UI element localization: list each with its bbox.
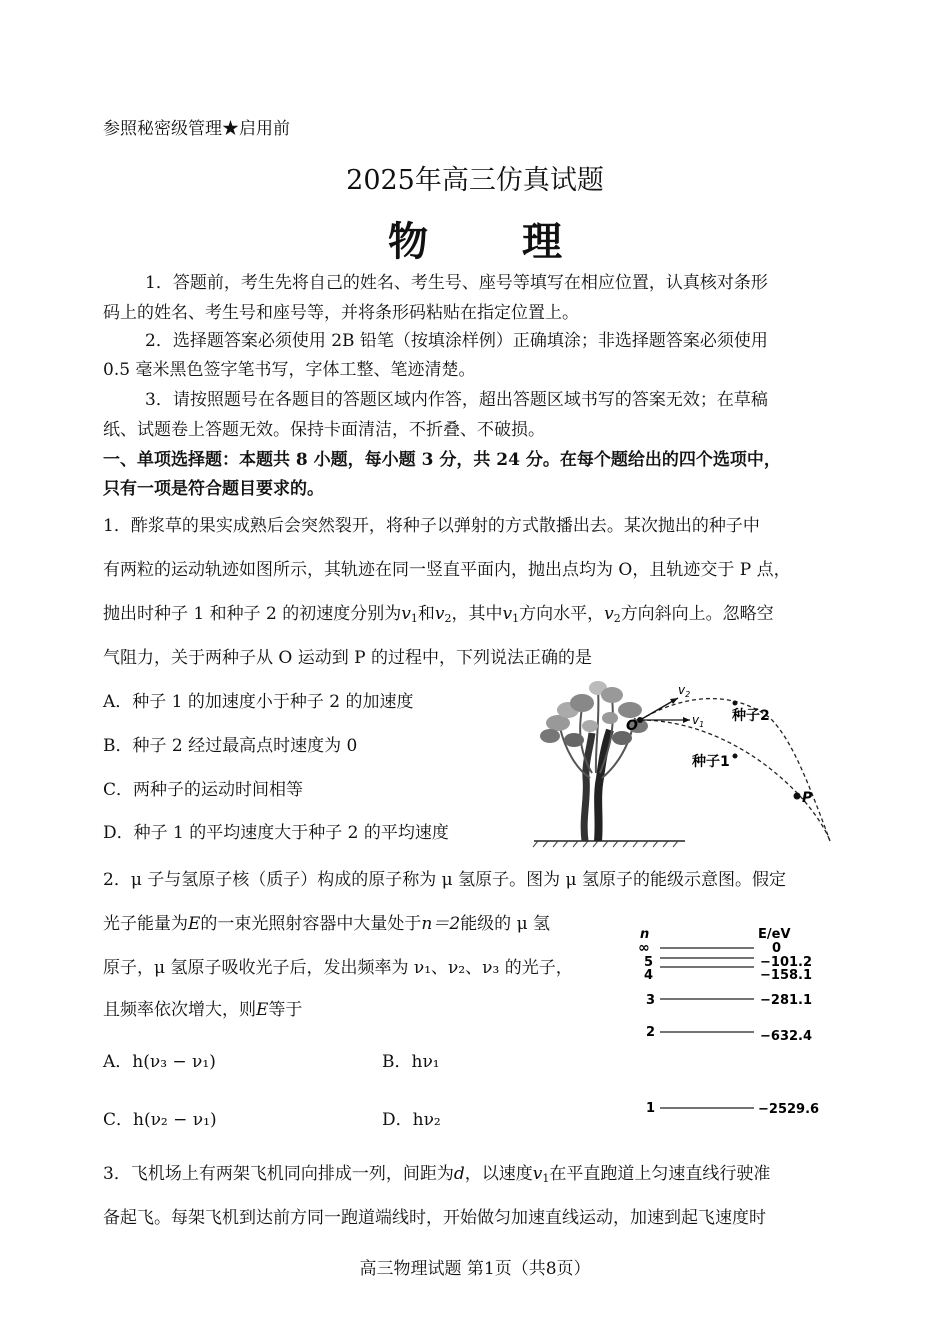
v1-symbol-2: v: [502, 604, 513, 624]
q1-stem-line-2: 有两粒的运动轨迹如图所示，其轨迹在同一竖直平面内，抛出点均为 O，且轨迹交于 P 点，: [103, 560, 791, 580]
q1-option-b: B．种子 2 经过最高点时速度为 0: [103, 736, 358, 756]
level-2-label: 2: [646, 1025, 656, 1040]
v1-subscript: 1: [410, 612, 418, 625]
plant-illustration: [540, 681, 648, 841]
level-4-energy: −158.1: [760, 968, 813, 983]
energy-symbol-2: E: [256, 1000, 269, 1020]
instruction-2-line-2: 0.5 毫米黑色签字笔书写，字体工整、笔迹清楚。: [103, 360, 476, 380]
q1-line3-part-c: ，其中: [451, 604, 503, 624]
q2-option-a: A．h(ν₃ − ν₁): [103, 1052, 216, 1072]
level-inf-energy: 0: [772, 941, 782, 956]
q1-line3-part-d: 方向水平，: [519, 604, 605, 624]
distance-symbol: d: [453, 1164, 465, 1184]
v1-symbol: v: [401, 604, 411, 624]
v2-symbol-2: v: [604, 604, 614, 624]
q2-option-b: B．hν₁: [382, 1052, 440, 1072]
energy-axis-label: E/eV: [758, 927, 791, 942]
q3-stem-line-1: [103, 1164, 770, 1189]
page-footer: 高三物理试题 第1页（共8页）: [359, 1259, 591, 1279]
q2-line4-part-c: 等于: [268, 1000, 303, 1020]
label-seed-2: 种子2: [732, 708, 770, 724]
v1-subscript-3: 1: [542, 1172, 550, 1185]
level-5-energy: −101.2: [760, 955, 813, 970]
seed-2-dot: [733, 701, 738, 706]
energy-level-diagram: [636, 924, 826, 1124]
q1-option-d: D．种子 1 的平均速度大于种子 2 的平均速度: [103, 823, 449, 843]
v1-symbol-3: v: [532, 1164, 543, 1184]
q1-stem-line-4: 气阻力，关于两种子从 O 运动到 P 的过程中，下列说法正确的是: [103, 648, 592, 668]
q2-option-c: C．h(ν₂ − ν₁): [103, 1110, 217, 1130]
n-axis-label: n: [640, 927, 650, 942]
energy-symbol: E: [188, 914, 201, 934]
q1-line3-part-b: 和: [417, 604, 435, 624]
seed-1-dot: [733, 754, 738, 759]
exam-title: 2025年高三仿真试题: [346, 165, 604, 196]
point-p: [794, 793, 801, 800]
q3-line1-part-d: 在平直跑道上匀速直线行驶准: [549, 1164, 771, 1184]
instruction-1-line-1: 1．答题前，考生先将自己的姓名、考生号、座号等填写在相应位置，认真核对条形: [145, 273, 768, 293]
level-5-label: 5: [644, 955, 654, 970]
section-1-heading-line-1: 一、单项选择题：本题共 8 小题，每小题 3 分，共 24 分。在每个题给出的四个选项中，: [103, 450, 781, 470]
q3-stem-line-2: 备起飞。每架飞机到达前方同一跑道端线时，开始做匀加速直线运动，加速到起飞速度时: [103, 1208, 766, 1228]
level-2-energy: −632.4: [760, 1029, 813, 1044]
level-1-label: 1: [646, 1101, 656, 1116]
level-3-energy: −281.1: [760, 993, 813, 1008]
trajectory-seed-1: [640, 720, 830, 841]
v2-subscript: 2: [444, 612, 452, 625]
q1-stem-line-3: [103, 604, 774, 629]
q2-stem-line-3: 原子，μ 氢原子吸收光子后，发出频率为 ν₁、ν₂、ν₃ 的光子，: [103, 958, 573, 978]
q1-stem-line-1: 1．酢浆草的果实成熟后会突然裂开，将种子以弹射的方式散播出去。某次抛出的种子中: [103, 516, 760, 536]
q1-option-a: A．种子 1 的加速度小于种子 2 的加速度: [103, 692, 414, 712]
q2-line4-part-a: 且频率依次增大，则: [103, 1000, 256, 1020]
level-inf-label: ∞: [638, 940, 650, 956]
v2-symbol: v: [434, 604, 445, 624]
label-seed-1: 种子1: [692, 754, 730, 770]
label-p: P: [802, 790, 813, 806]
q2-stem-line-1: 2．μ 子与氢原子核（质子）构成的原子称为 μ 氢原子。图为 μ 氢原子的能级示意图。假定: [103, 870, 786, 890]
instruction-2-line-1: 2．选择题答案必须使用 2B 铅笔（按填涂样例）正确填涂；非选择题答案必须使用: [145, 331, 768, 351]
q2-line2-part-a: 光子能量为: [103, 914, 188, 934]
instruction-3-line-1: 3．请按照题号在各题目的答题区域内作答，超出答题区域书写的答案无效；在草稿: [145, 390, 768, 410]
q1-line3-part-a: 抛出时种子 1 和种子 2 的初速度分别为: [103, 604, 402, 624]
level-1-energy: −2529.6: [758, 1102, 820, 1117]
v2-subscript-2: 2: [613, 612, 621, 625]
label-o: O: [626, 718, 638, 734]
level-4-label: 4: [644, 968, 654, 983]
subject-title: 物 理: [388, 218, 602, 265]
v1-subscript-2: 1: [512, 612, 520, 625]
confidentiality-label: 参照秘密级管理★启用前: [103, 119, 290, 139]
q1-option-c: C．两种子的运动时间相等: [103, 780, 304, 800]
label-v1: $v_1$: [692, 713, 705, 729]
instruction-3-line-2: 纸、试题卷上答题无效。保持卡面清洁，不折叠、不破损。: [103, 420, 545, 440]
q2-option-d: D．hν₂: [382, 1110, 441, 1130]
q3-line1-part-c: ，以速度: [464, 1164, 533, 1184]
q3-line1-part-a: 3．飞机场上有两架飞机同向排成一列，间距为: [103, 1164, 454, 1184]
q2-line2-part-c: 的一束光照射容器中大量处于: [200, 914, 422, 934]
section-1-heading-line-2: 只有一项是符合题目要求的。: [103, 479, 324, 499]
q1-line3-part-e: 方向斜向上。忽略空: [620, 604, 774, 624]
instruction-1-line-2: 码上的姓名、考生号和座号等，并将条形码粘贴在指定位置上。: [103, 303, 579, 323]
q2-stem-line-4: [103, 1000, 302, 1020]
q1-trajectory-figure: [530, 678, 840, 848]
q2-line2-part-e: 能级的 μ 氢: [460, 914, 551, 934]
q2-stem-line-2: [103, 914, 550, 934]
label-v2: $v_2$: [678, 683, 691, 699]
n-equals-2: n＝2: [421, 914, 461, 934]
ground-hatching: [533, 841, 678, 847]
level-3-label: 3: [646, 993, 656, 1008]
